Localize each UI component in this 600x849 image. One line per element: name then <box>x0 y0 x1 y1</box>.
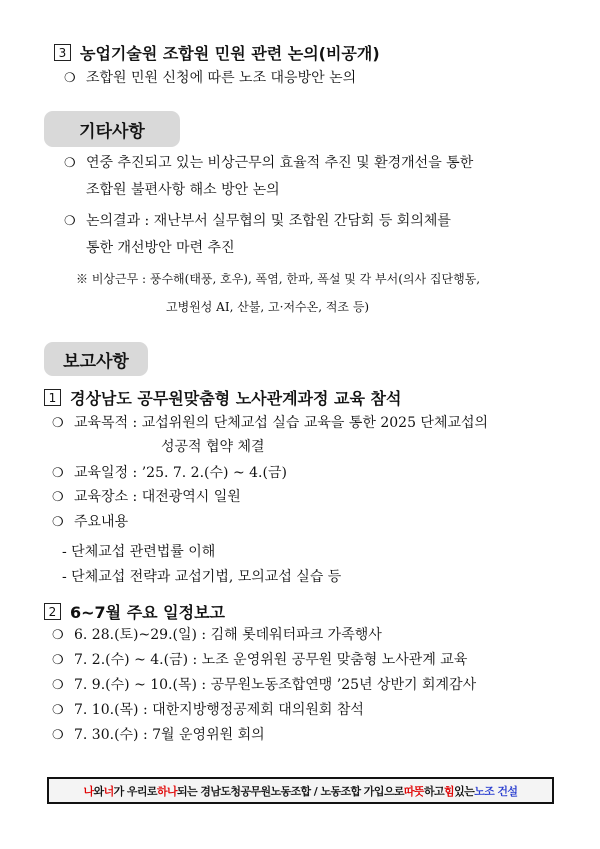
section-number-box: 3 <box>54 44 71 61</box>
dash-item: - 단체교섭 관련법률 이해 <box>62 544 216 560</box>
circle-bullet-icon: ❍ <box>52 628 64 643</box>
report-label-text: 보고사항 <box>63 351 129 372</box>
slogan-highlight: 하나 <box>156 784 178 798</box>
list-item-text: 논의결과 : 재난부서 실무협의 및 조합원 간담회 등 회의체를 <box>86 213 451 229</box>
section-3-heading <box>54 41 380 64</box>
list-item-continuation: 조합원 불편사항 해소 방안 논의 <box>86 182 280 198</box>
section-3-title: 농업기술원 조합원 민원 관련 논의(비공개) <box>80 44 380 63</box>
slogan-highlight: 힘 <box>444 784 455 798</box>
list-item <box>52 486 241 506</box>
etc-section-label <box>44 111 180 147</box>
list-item-text: 조합원 민원 신청에 따른 노조 대응방안 논의 <box>86 70 357 86</box>
schedule-item <box>52 724 265 744</box>
circle-bullet-icon: ❍ <box>64 71 76 86</box>
subsection-title: 경상남도 공무원맞춤형 노사관계과정 교육 참석 <box>70 389 402 408</box>
schedule-item-text: 7. 9.(수) ~ 10.(목) : 공무원노동조합연맹 ’25년 상반기 회계감사 <box>74 677 477 693</box>
list-item-text: 교육장소 : 대전광역시 일원 <box>74 489 241 505</box>
slogan-highlight-blue: 노조 건설 <box>474 784 518 798</box>
section-number-box: 2 <box>44 603 61 620</box>
list-item <box>52 462 287 482</box>
slogan-highlight: 나 <box>83 784 94 798</box>
section-number-box: 1 <box>44 389 61 406</box>
slogan-text: 되는 경남도청공무원노동조합 / 노동조합 가입으로 <box>177 784 404 798</box>
list-item-text: 주요내용 <box>74 514 129 530</box>
footnote: ※ 비상근무 : 풍수해(태풍, 호우), 폭염, 한파, 폭설 및 각 부서(의사 집단행동, <box>76 272 481 286</box>
slogan-text: 있는 <box>454 784 475 798</box>
footnote-continuation: 고병원성 AI, 산불, 고·저수온, 적조 등) <box>166 300 370 314</box>
list-item <box>64 210 451 230</box>
list-item-continuation: 성공적 협약 체결 <box>161 439 265 455</box>
list-item-text: 교육일정 : ’25. 7. 2.(수) ~ 4.(금) <box>74 465 287 481</box>
slogan-text: 가 우리로 <box>113 784 157 798</box>
circle-bullet-icon: ❍ <box>52 703 64 718</box>
dash-item: - 단체교섭 전략과 교섭기법, 모의교섭 실습 등 <box>62 569 342 585</box>
schedule-item-text: 7. 2.(수) ~ 4.(금) : 노조 운영위원 공무원 맞춤형 노사관계 교육 <box>74 652 468 668</box>
circle-bullet-icon: ❍ <box>52 466 64 481</box>
circle-bullet-icon: ❍ <box>52 728 64 743</box>
circle-bullet-icon: ❍ <box>52 490 64 505</box>
footer-slogan <box>47 777 554 804</box>
list-item-text: 연중 추진되고 있는 비상근무의 효율적 추진 및 환경개선을 통한 <box>86 155 474 171</box>
report-section-label <box>44 342 148 376</box>
schedule-item <box>52 674 476 694</box>
schedule-item <box>52 624 382 644</box>
slogan-highlight: 너 <box>103 784 114 798</box>
circle-bullet-icon: ❍ <box>64 214 76 229</box>
list-item-text: 교육목적 : 교섭위원의 단체교섭 실습 교육을 통한 2025 단체교섭의 <box>74 415 489 431</box>
circle-bullet-icon: ❍ <box>52 653 64 668</box>
schedule-item-text: 7. 30.(수) : 7월 운영위원 회의 <box>74 727 265 743</box>
list-item-continuation: 통한 개선방안 마련 추진 <box>86 240 235 256</box>
list-item <box>52 412 488 432</box>
circle-bullet-icon: ❍ <box>52 678 64 693</box>
slogan-highlight: 따뜻 <box>403 784 424 798</box>
list-item <box>64 67 356 87</box>
report-subsection-2-heading <box>44 600 225 623</box>
list-item <box>52 511 128 531</box>
slogan-text: 와 <box>93 784 104 798</box>
circle-bullet-icon: ❍ <box>64 156 76 171</box>
circle-bullet-icon: ❍ <box>52 416 64 431</box>
schedule-item <box>52 649 467 669</box>
schedule-item-text: 6. 28.(토)~29.(일) : 김해 롯데워터파크 가족행사 <box>74 627 382 643</box>
slogan-text: 하고 <box>423 784 445 798</box>
schedule-item <box>52 699 364 719</box>
list-item <box>64 152 473 172</box>
etc-label-text: 기타사항 <box>79 121 145 142</box>
schedule-item-text: 7. 10.(목) : 대한지방행정공제회 대의원회 참석 <box>74 702 364 718</box>
circle-bullet-icon: ❍ <box>52 515 64 530</box>
subsection-title: 6~7월 주요 일정보고 <box>70 603 226 622</box>
report-subsection-1-heading <box>44 386 401 409</box>
